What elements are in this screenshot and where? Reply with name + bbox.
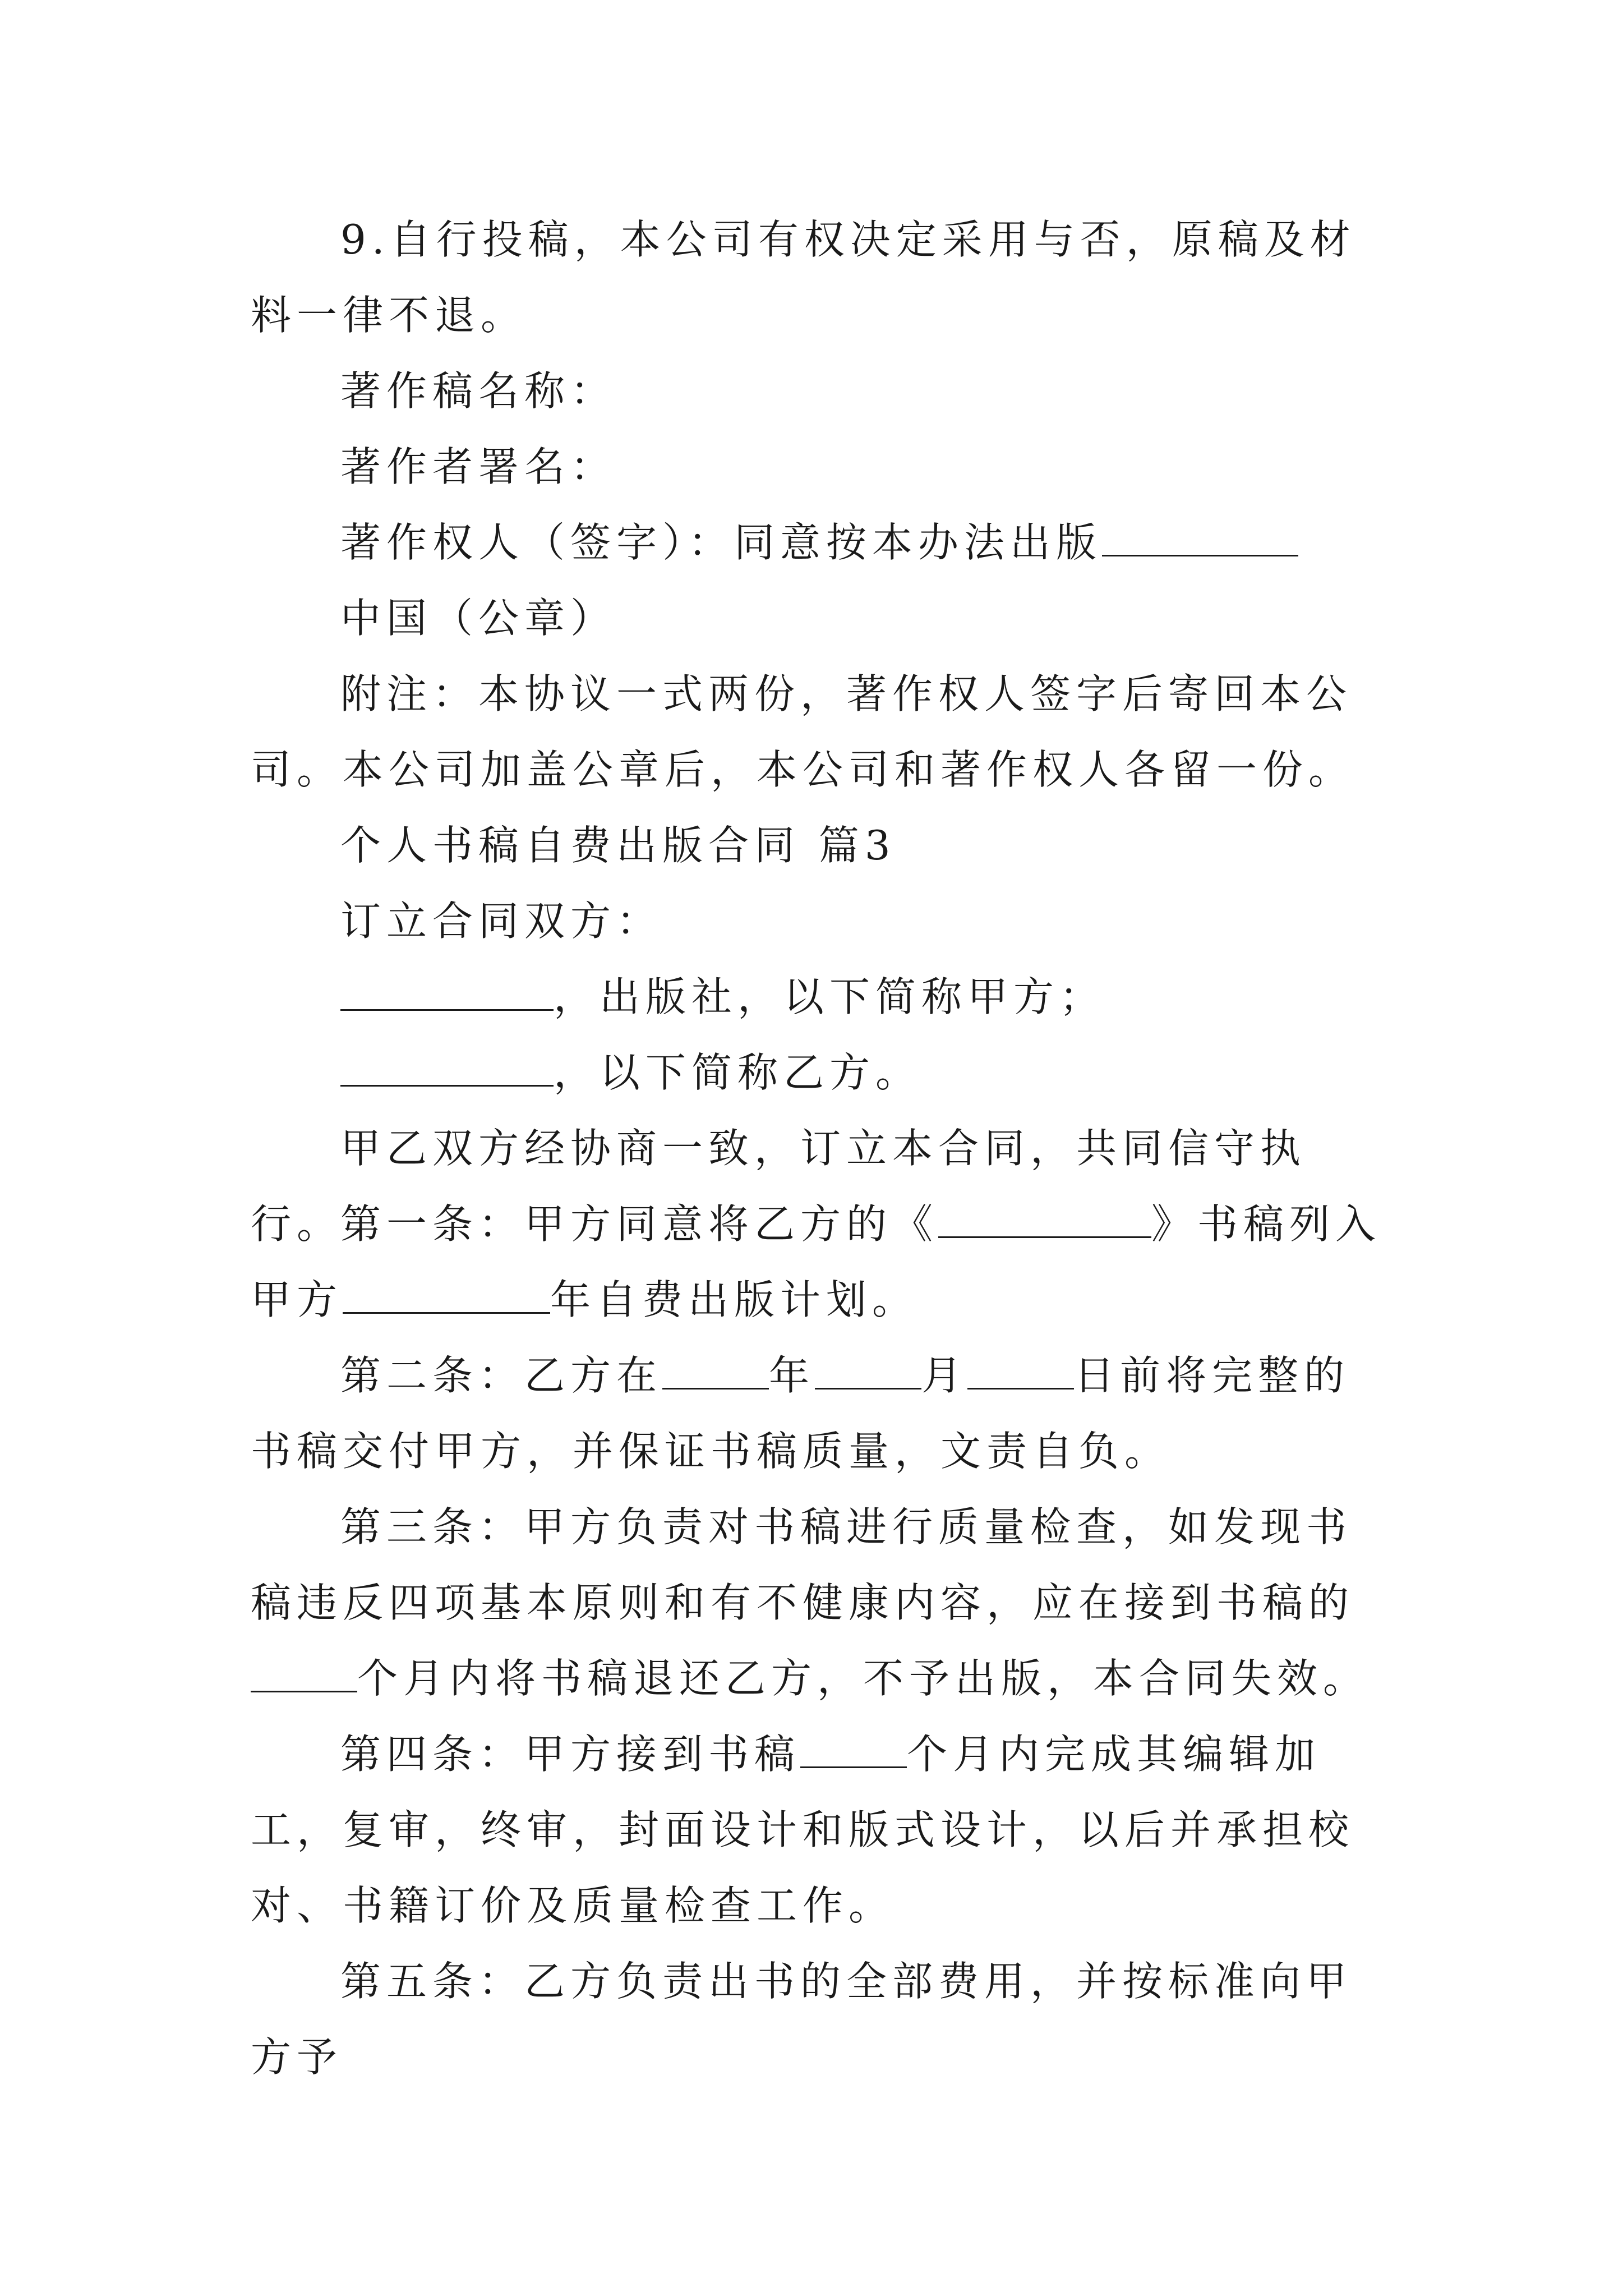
- paragraph-seal: [251, 581, 1395, 656]
- paragraph-text: 订立合同双方：: [340, 898, 663, 945]
- paragraph-text: 著作稿名称：: [340, 367, 617, 415]
- paragraph-author-signature: [251, 429, 1395, 505]
- paragraph-text: 年: [769, 1352, 815, 1399]
- paragraph-article-2: [251, 1338, 1395, 1489]
- fill-in-blank: [1102, 522, 1298, 556]
- paragraph-text: ，以下简称乙方。: [554, 1049, 922, 1096]
- paragraph-parties: [251, 884, 1395, 959]
- paragraph-text: 9.自行投稿，本公司有权决定采用与否，原稿及材料一律不退。: [251, 216, 1356, 339]
- paragraph-article-4: [251, 1717, 1395, 1944]
- fill-in-blank: [251, 1658, 357, 1692]
- paragraph-work-title: [251, 353, 1395, 429]
- paragraph-article-1: [251, 1186, 1395, 1338]
- paragraph-party-b: [251, 1035, 1395, 1111]
- section-heading: [251, 808, 1395, 884]
- paragraph-text: 第二条：乙方在: [340, 1352, 663, 1399]
- paragraph-text: 著作者署名：: [340, 443, 617, 490]
- fill-in-blank: [662, 1355, 769, 1389]
- fill-in-blank: [967, 1355, 1074, 1389]
- fill-in-blank: [938, 1204, 1151, 1238]
- paragraph-note: [251, 656, 1395, 808]
- paragraph-text: 月: [921, 1352, 968, 1399]
- paragraph-text: ，出版社，以下简称甲方；: [554, 973, 1106, 1020]
- fill-in-blank: [815, 1355, 921, 1389]
- paragraph-copyright-holder: [251, 505, 1395, 581]
- paragraph-text: 第五条：乙方负责出书的全部费用，并按标准向甲方予: [251, 1958, 1353, 2081]
- fill-in-blank: [343, 1280, 550, 1314]
- paragraph-text: 中国（公章）: [340, 595, 617, 642]
- paragraph-party-a: [251, 959, 1395, 1035]
- paragraph-text: 年自费出版计划。: [550, 1276, 919, 1323]
- paragraph-text: 第三条：甲方负责对书稿进行质量检查，如发现书稿违反四项基本原则和有不健康内容，应在接到书稿的: [251, 1503, 1355, 1626]
- paragraph-article-5: [251, 1944, 1395, 2095]
- paragraph-text: 日前将完整的书稿交付甲方，并保证书稿质量，文责自负。: [251, 1352, 1350, 1475]
- section-heading-text: 个人书稿自费出版合同 篇3: [340, 822, 896, 869]
- paragraph-text: 著作权人（签字）：同意按本办法出版: [340, 519, 1103, 566]
- paragraph-text: 个月内将书稿退还乙方，不予出版，本合同失效。: [357, 1655, 1370, 1702]
- fill-in-blank: [340, 1052, 554, 1087]
- paragraph-text: 甲乙双方经协商一致，订立本合同，共同信守执行。: [251, 1125, 1307, 1248]
- paragraph-text: 个月内完成其编辑加工，复审，终审，封面设计和版式设计，以后并承担校对、书籍订价及质量检查工作。: [251, 1731, 1355, 1929]
- paragraph-text: 附注：本协议一式两份，著作权人签字后寄回本公司。本公司加盖公章后，本公司和著作权人各留一份。: [251, 670, 1355, 793]
- paragraph-article-3: [251, 1489, 1395, 1717]
- fill-in-blank: [800, 1734, 907, 1768]
- fill-in-blank: [340, 977, 554, 1011]
- paragraph-item-9: [251, 202, 1395, 353]
- paragraph-text: 第四条：甲方接到书稿: [340, 1731, 801, 1778]
- paragraph-text: 第一条：甲方同意将乙方的《: [340, 1200, 939, 1248]
- paragraph-text: 》书稿列入甲方: [251, 1200, 1382, 1323]
